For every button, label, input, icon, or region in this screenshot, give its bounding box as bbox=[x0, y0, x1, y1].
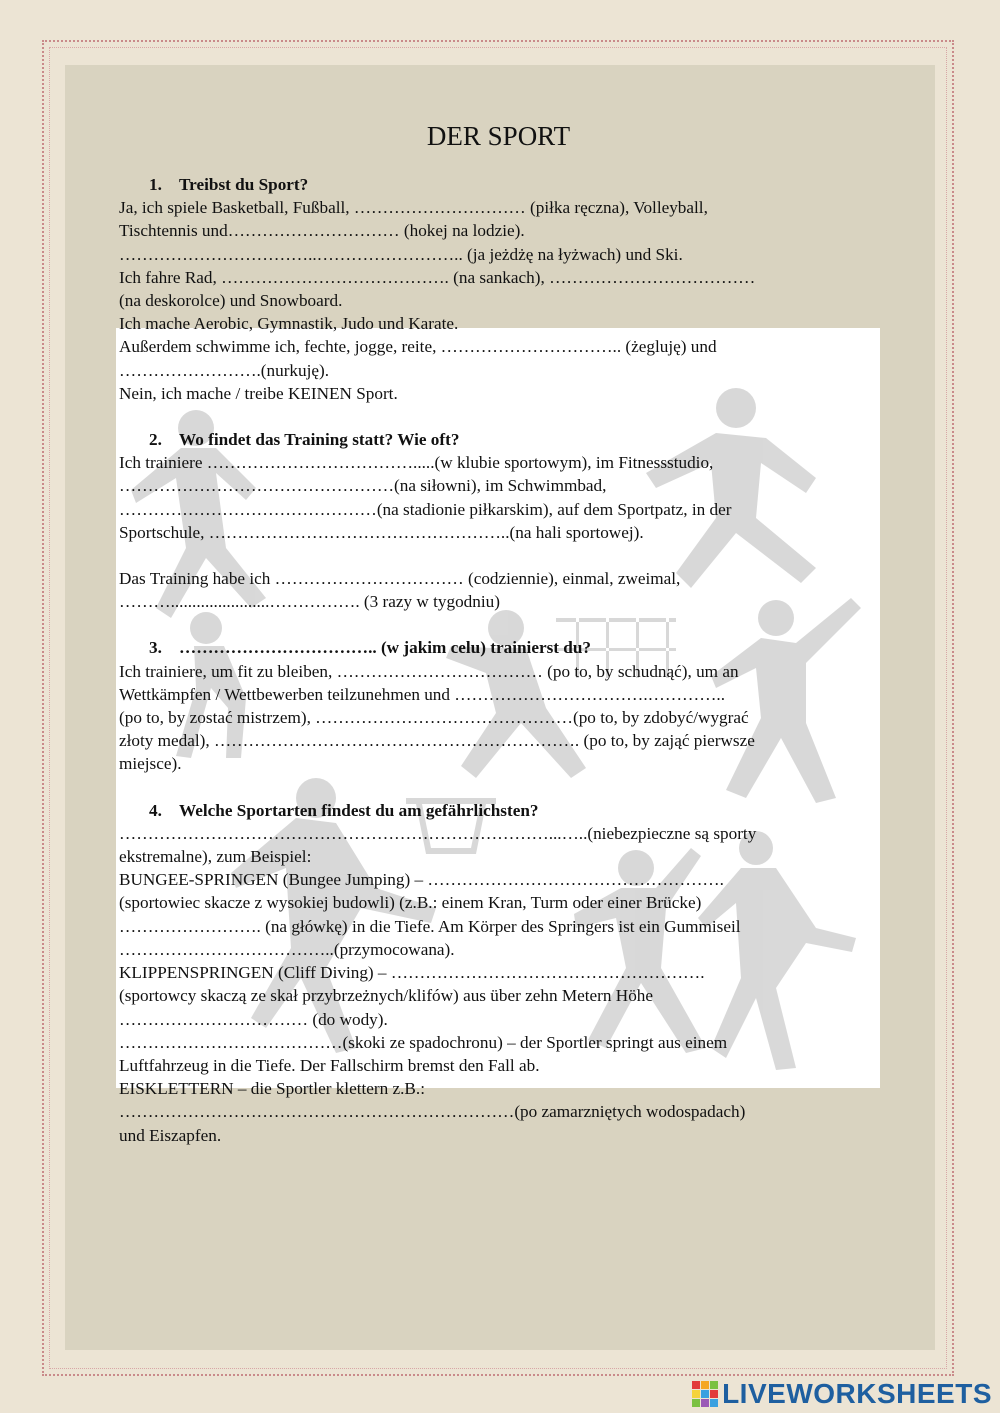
s2-line-4: Sportschule, ……………………………………………..(na hali sportowej). bbox=[119, 522, 644, 542]
s4-line-1: …………………………………………………………………...…..(niebezpieczne są sporty bbox=[119, 823, 757, 843]
section-3-heading: 3. …………………………….. (w jakim celu) trainierst du? bbox=[149, 638, 591, 658]
s2-line-3: ………………………………………(na stadionie piłkarskim), auf dem Sportpatz, in der bbox=[119, 499, 732, 519]
section-4-heading: 4. Welche Sportarten findest du am gefährlichsten? bbox=[149, 800, 539, 820]
s4-line-13: ……………………………………………………………(po zamarzniętych wodospadach) bbox=[119, 1102, 746, 1122]
s4-line-7: KLIPPENSPRINGEN (Cliff Diving) – ………………………………………………. bbox=[119, 963, 705, 983]
s1-line-1: Ja, ich spiele Basketball, Fußball, ………………………… (piłka ręczna), Volleyball, bbox=[119, 198, 708, 218]
worksheet-content bbox=[119, 118, 874, 1147]
s4-line-9: …………………………… (do wody). bbox=[119, 1009, 388, 1029]
s4-line-2: ekstremalne), zum Beispiel: bbox=[119, 847, 312, 867]
logo-grid-icon bbox=[692, 1381, 718, 1407]
s1-line-2: Tischtennis und………………………… (hokej na lodzie). bbox=[119, 221, 525, 241]
section-1-heading: 1. Treibst du Sport? bbox=[149, 175, 309, 194]
s4-line-8: (sportowcy skaczą ze skał przybrzeżnych/klifów) aus über zehn Metern Höhe bbox=[119, 986, 654, 1006]
s1-line-4: Ich fahre Rad, …………………………………. (na sankach), ……………………………… bbox=[119, 267, 756, 287]
s3-line-4: złoty medal), ………………………………………………………. (po to, by zająć pierwsze bbox=[119, 731, 755, 751]
s4-line-4: (sportowiec skacze z wysokiej budowli) (z.B.: einem Kran, Turm oder einer Brücke) bbox=[119, 893, 702, 913]
s2-line-6: Das Training habe ich …………………………… (codziennie), einmal, zweimal, bbox=[119, 569, 681, 589]
s4-line-12: EISKLETTERN – die Sportler klettern z.B.: bbox=[119, 1079, 425, 1099]
section-2-heading: 2. Wo findet das Training statt? Wie oft? bbox=[149, 430, 460, 450]
s4-line-10: …………………………………(skoki ze spadochronu) – der Sportler springt aus einem bbox=[119, 1032, 728, 1052]
s3-line-2: Wettkämpfen / Wettbewerben teilzunehmen und …………………………….………….. bbox=[119, 684, 725, 704]
s1-line-5: (na deskorolce) und Snowboard. bbox=[119, 291, 343, 311]
s1-line-3: ……………………………..…………………….. (ja jeżdżę na łyżwach) und Ski. bbox=[119, 244, 683, 264]
s1-line-7: Außerdem schwimme ich, fechte, jogge, reite, ………………………….. (żegluję) und bbox=[119, 337, 717, 357]
s2-line-2: …………………………………………(na siłowni), im Schwimmbad, bbox=[119, 476, 607, 496]
s3-line-3: (po to, by zostać mistrzem), ………………………………………(po to, by zdobyć/wygrać bbox=[119, 708, 749, 728]
logo-text: LIVEWORKSHEETS bbox=[722, 1378, 992, 1409]
page-title: DER SPORT bbox=[426, 121, 571, 151]
liveworksheets-logo[interactable] bbox=[692, 1378, 992, 1410]
s4-line-6: ………………………………..(przymocowana). bbox=[119, 939, 455, 959]
s4-line-11: Luftfahrzeug in die Tiefe. Der Fallschirm bremst den Fall ab. bbox=[119, 1055, 540, 1075]
s4-line-14: und Eiszapfen. bbox=[119, 1125, 222, 1145]
s2-line-7: ……….......................……………. (3 razy w tygodniu) bbox=[119, 592, 500, 612]
s1-line-9: Nein, ich mache / treibe KEINEN Sport. bbox=[119, 383, 398, 403]
s2-line-1: Ich trainiere ……………………………….....(w klubie sportowym), im Fitnessstudio, bbox=[119, 453, 714, 473]
s1-line-8: …………………….(nurkuję). bbox=[119, 360, 330, 380]
s3-line-5: miejsce). bbox=[119, 754, 182, 774]
s4-line-5: ……………………. (na główkę) in die Tiefe. Am Körper des Springers ist ein Gummiseil bbox=[119, 916, 741, 936]
s4-line-3: BUNGEE-SPRINGEN (Bungee Jumping) – ……………………………………………. bbox=[119, 870, 724, 890]
s1-line-6: Ich mache Aerobic, Gymnastik, Judo und Karate. bbox=[119, 314, 459, 334]
s3-line-1: Ich trainiere, um fit zu bleiben, ……………………………… (po to, by schudnąć), um an bbox=[119, 661, 739, 681]
